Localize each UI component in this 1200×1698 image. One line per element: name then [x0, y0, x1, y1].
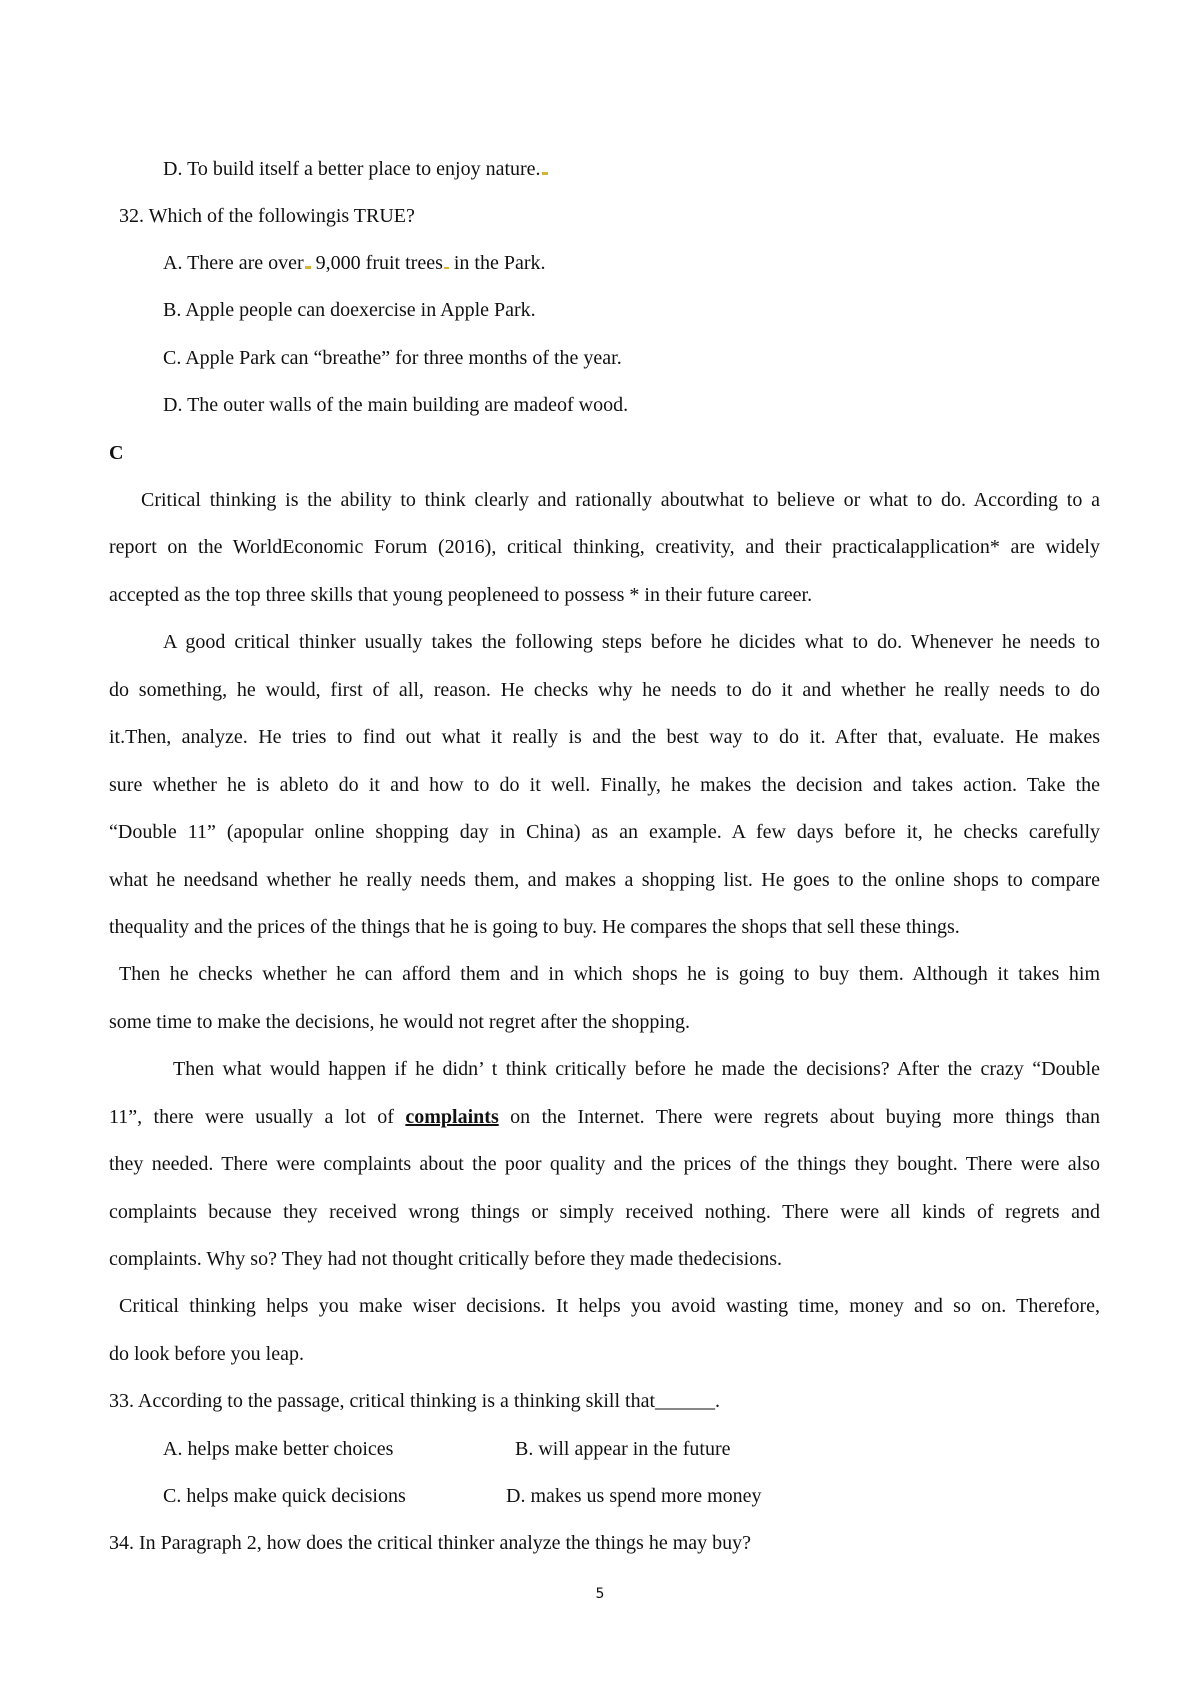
paragraph-4-line-4: complaints because they received wrong things or simply received nothing. There were all kinds of regrets and — [109, 1201, 1100, 1223]
paragraph-4-line-2-before: 11”, there were usually a lot of — [109, 1106, 406, 1128]
q32-option-d: D. The outer walls of the main building are madeof wood. — [163, 394, 629, 416]
q32-option-a-part3: in the Park. — [448, 252, 546, 274]
paragraph-4-line-1: Then what would happen if he didn’ t think critically before he made the decisions? After the crazy “Double — [173, 1058, 1100, 1080]
paragraph-1-line-3: accepted as the top three skills that young peopleneed to possess * in their future career. — [109, 584, 813, 606]
paragraph-1-line-2: report on the WorldEconomic Forum (2016), critical thinking, creativity, and their practicalapplication* are widely — [109, 536, 1100, 558]
complaints-keyword: complaints — [405, 1106, 499, 1128]
paragraph-2-line-7: thequality and the prices of the things that he is going to buy. He compares the shops that sell these things. — [109, 916, 960, 938]
paragraph-5-line-1: Critical thinking helps you make wiser decisions. It helps you avoid wasting time, money and so on. Therefore, — [119, 1295, 1100, 1317]
page-number: 5 — [595, 1586, 605, 1602]
paragraph-3-line-1: Then he checks whether he can afford them and in which shops he is going to buy them. Although it takes him — [119, 963, 1100, 985]
q33-option-b: B. will appear in the future — [515, 1438, 731, 1460]
highlight-mark — [542, 172, 548, 175]
paragraph-5-line-2: do look before you leap. — [109, 1343, 304, 1365]
q32-option-a — [163, 251, 546, 275]
q33-question: 33. According to the passage, critical thinking is a thinking skill that______. — [109, 1390, 721, 1412]
section-c-heading: C — [109, 442, 124, 464]
q33-option-a: A. helps make better choices — [163, 1438, 394, 1460]
q32-option-b: B. Apple people can doexercise in Apple Park. — [163, 299, 536, 321]
q32-question: 32. Which of the followingis TRUE? — [119, 205, 415, 227]
paragraph-4-line-3: they needed. There were complaints about the poor quality and the prices of the things they bought. There were also — [109, 1153, 1100, 1175]
paragraph-2-line-3: it.Then, analyze. He tries to find out what it really is and the best way to do it. After that, evaluate. He makes — [109, 726, 1100, 748]
paragraph-3-line-2: some time to make the decisions, he would not regret after the shopping. — [109, 1011, 690, 1033]
paragraph-2-line-4: sure whether he is ableto do it and how to do it well. Finally, he makes the decision and takes action. Take the — [109, 774, 1100, 796]
paragraph-1-line-1: Critical thinking is the ability to think clearly and rationally aboutwhat to believe or what to do. According to a — [141, 489, 1100, 511]
q32-option-c: C. Apple Park can “breathe” for three months of the year. — [163, 347, 622, 369]
q32-option-a-part2: 9,000 fruit trees — [310, 252, 443, 274]
paragraph-4-line-2-after: on the Internet. There were regrets about buying more things than — [498, 1106, 1101, 1128]
q32-option-a-part1: A. There are over — [163, 252, 304, 274]
q31-option-d — [163, 157, 548, 181]
paragraph-2-line-6: what he needsand whether he really needs them, and makes a shopping list. He goes to the online shops to compare — [109, 869, 1100, 891]
paragraph-4-line-5: complaints. Why so? They had not thought critically before they made thedecisions. — [109, 1248, 782, 1270]
q33-option-c: C. helps make quick decisions — [163, 1485, 406, 1507]
paragraph-2-line-5: “Double 11” (apopular online shopping day in China) as an example. A few days before it, he checks carefully — [109, 821, 1100, 843]
paragraph-2-line-1: A good critical thinker usually takes the following steps before he dicides what to do. Whenever he needs to — [163, 631, 1100, 653]
paragraph-2-line-2: do something, he would, first of all, reason. He checks why he needs to do it and whether he really needs to do — [109, 679, 1100, 701]
q31-option-d-text: D. To build itself a better place to enjoy nature. — [163, 158, 541, 180]
q34-question: 34. In Paragraph 2, how does the critical thinker analyze the things he may buy? — [109, 1532, 752, 1554]
paragraph-4-line-2 — [109, 1105, 1100, 1129]
q33-option-d: D. makes us spend more money — [506, 1485, 762, 1507]
